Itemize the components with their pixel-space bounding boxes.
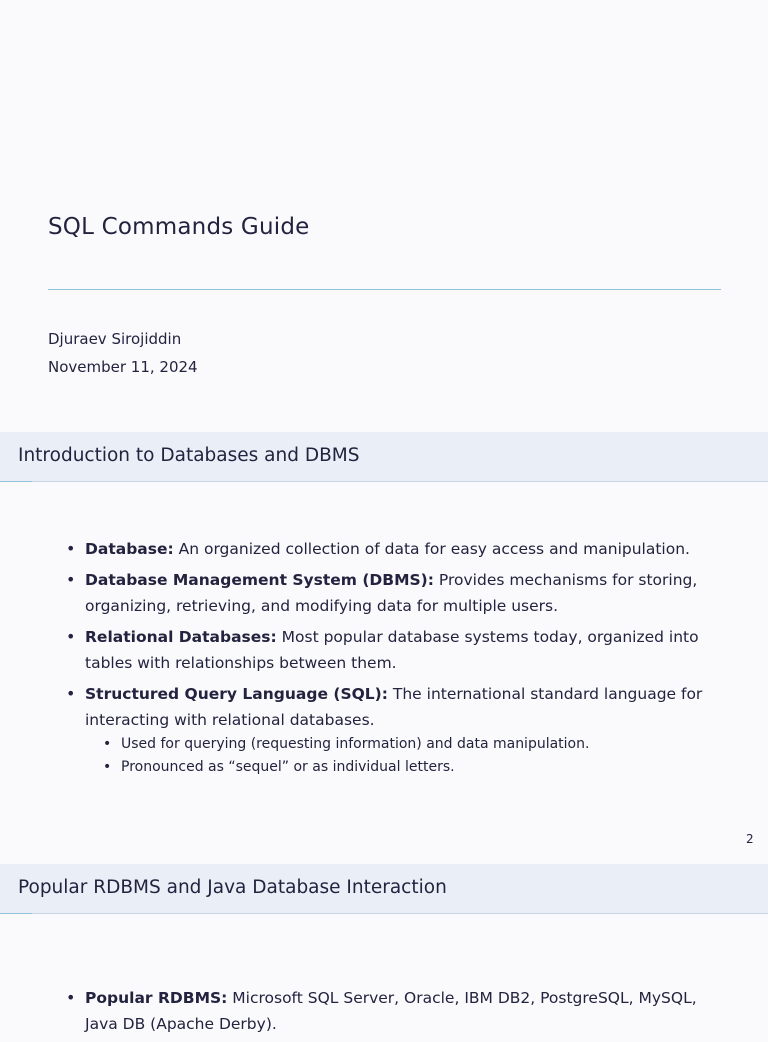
bullet-text: Microsoft SQL Server, Oracle, IBM DB2, PostgreSQL, MySQL, Java DB (Apache Derby). <box>85 989 697 1033</box>
bullet-term: Relational Databases: <box>85 628 277 646</box>
page-number: 2 <box>746 832 754 846</box>
frame-title: Introduction to Databases and DBMS <box>18 445 360 466</box>
document-title: SQL Commands Guide <box>48 214 310 240</box>
bullet-item <box>66 567 726 619</box>
sub-bullet-item: • Pronounced as “sequel” or as individual letters. <box>103 756 726 779</box>
bullet-text: The international standard language for interacting with relational databases. <box>85 685 703 729</box>
bullet-term: Database: <box>85 540 174 558</box>
frame-header <box>0 864 768 914</box>
title-divider <box>48 289 721 290</box>
bullet-list <box>66 985 726 1042</box>
bullet-item <box>66 536 726 562</box>
header-accent <box>0 913 32 914</box>
sub-bullet-list <box>85 733 726 779</box>
date: November 11, 2024 <box>48 358 198 376</box>
bullet-item <box>66 985 726 1037</box>
sub-bullet-item: • Used for querying (requesting information) and data manipulation. <box>103 733 726 756</box>
frame-title: Popular RDBMS and Java Database Interaction <box>18 877 447 898</box>
bullet-item <box>66 624 726 676</box>
bullet-item <box>66 681 726 779</box>
author: Djuraev Sirojiddin <box>48 330 182 348</box>
bullet-text: Provides mechanisms for storing, organizing, retrieving, and modifying data for multiple users. <box>85 571 698 615</box>
frame-header <box>0 432 768 482</box>
title-area <box>48 214 720 240</box>
bullet-term: Structured Query Language (SQL): <box>85 685 388 703</box>
header-accent <box>0 481 32 482</box>
bullet-term: Database Management System (DBMS): <box>85 571 434 589</box>
bullet-list <box>66 536 726 779</box>
bullet-text: Most popular database systems today, organized into tables with relationships between them. <box>85 628 699 672</box>
bullet-term: Popular RDBMS: <box>85 989 228 1007</box>
bullet-text: An organized collection of data for easy access and manipulation. <box>173 540 690 558</box>
